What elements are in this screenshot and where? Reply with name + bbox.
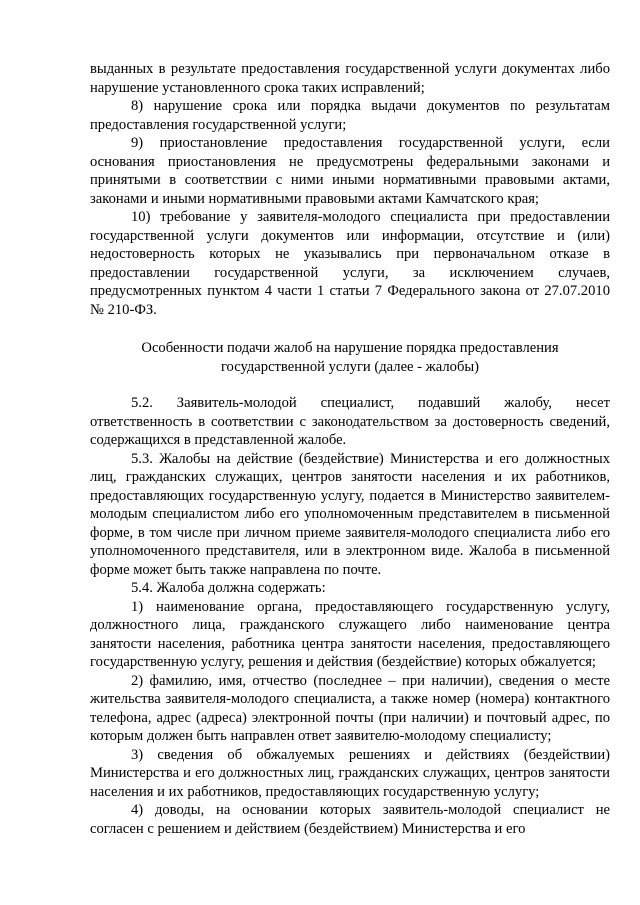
paragraph-continuation: выданных в результате предоставления государственной услуги документах либо нарушение установленного срока таких исправлений;: [90, 61, 610, 96]
list-item-8: 8) нарушение срока или порядка выдачи документов по результатам предоставления государственной услуги;: [90, 98, 610, 133]
section-heading: Особенности подачи жалоб на нарушение порядка предоставления государственной услуги (далее - жалобы): [141, 340, 559, 375]
complaint-item-1: 1) наименование органа, предоставляющего государственную услугу, должностного лица, гражданского служащего либо наименование центра занятости населения, работника центра занятости населения, предоставляющего государственную услугу, решения и действия (бездействие) которых обжалуется;: [90, 598, 610, 670]
list-item-10: 10) требование у заявителя-молодого специалиста при предоставлении государственной услуги документов или информации, отсутствие и (или) недостоверность которых не указывались при первоначальном отказе в предоставлении государственной услуги, за исключением случаев, предусмотренных пунктом 4 части 1 статьи 7 Федерального закона от 27.07.2010 № 210-ФЗ.: [90, 209, 610, 318]
document-page: [90, 60, 610, 838]
complaint-item-2: 2) фамилию, имя, отчество (последнее – при наличии), сведения о месте жительства заявителя-молодого специалиста, а также номер (номера) контактного телефона, адрес (адреса) электронной почты (при наличии) и почтовый адрес, по которым должен быть направлен ответ заявителю-молодому специалисту;: [90, 672, 610, 744]
complaint-item-4: 4) доводы, на основании которых заявитель-молодой специалист не согласен с решением и действием (бездействием) Министерства и его: [90, 802, 610, 837]
paragraph-5-2: 5.2. Заявитель-молодой специалист, подавший жалобу, несет ответственность в соответствии с законодательством за достоверность сведений, содержащихся в представленной жалобе.: [90, 395, 610, 448]
complaint-item-3: 3) сведения об обжалуемых решениях и действиях (бездействии) Министерства и его должностных лиц, гражданских служащих, центров занятости населения и их работников, предоставляющих государственную услугу;: [90, 746, 610, 800]
paragraph-5-4: 5.4. Жалоба должна содержать:: [131, 580, 326, 596]
paragraph-5-3: 5.3. Жалобы на действие (бездействие) Министерства и его должностных лиц, гражданских служащих, центров занятости населения и их работников, предоставляющих государственную услугу, подается в Министерство заявителем-молодым специалистом либо его уполномоченным представителем в письменной форме, в том числе при личном приеме заявителя-молодого специалиста либо его уполномоченного представителя, или в электронном виде. Жалоба в письменной форме может быть также направлена по почте.: [90, 450, 610, 578]
list-item-9: 9) приостановление предоставления государственной услуги, если основания приостановления не предусмотрены федеральными законами и принятыми в соответствии с ними иными нормативными правовыми актами, законами и иными нормативными правовыми актами Камчатского края;: [90, 135, 610, 207]
